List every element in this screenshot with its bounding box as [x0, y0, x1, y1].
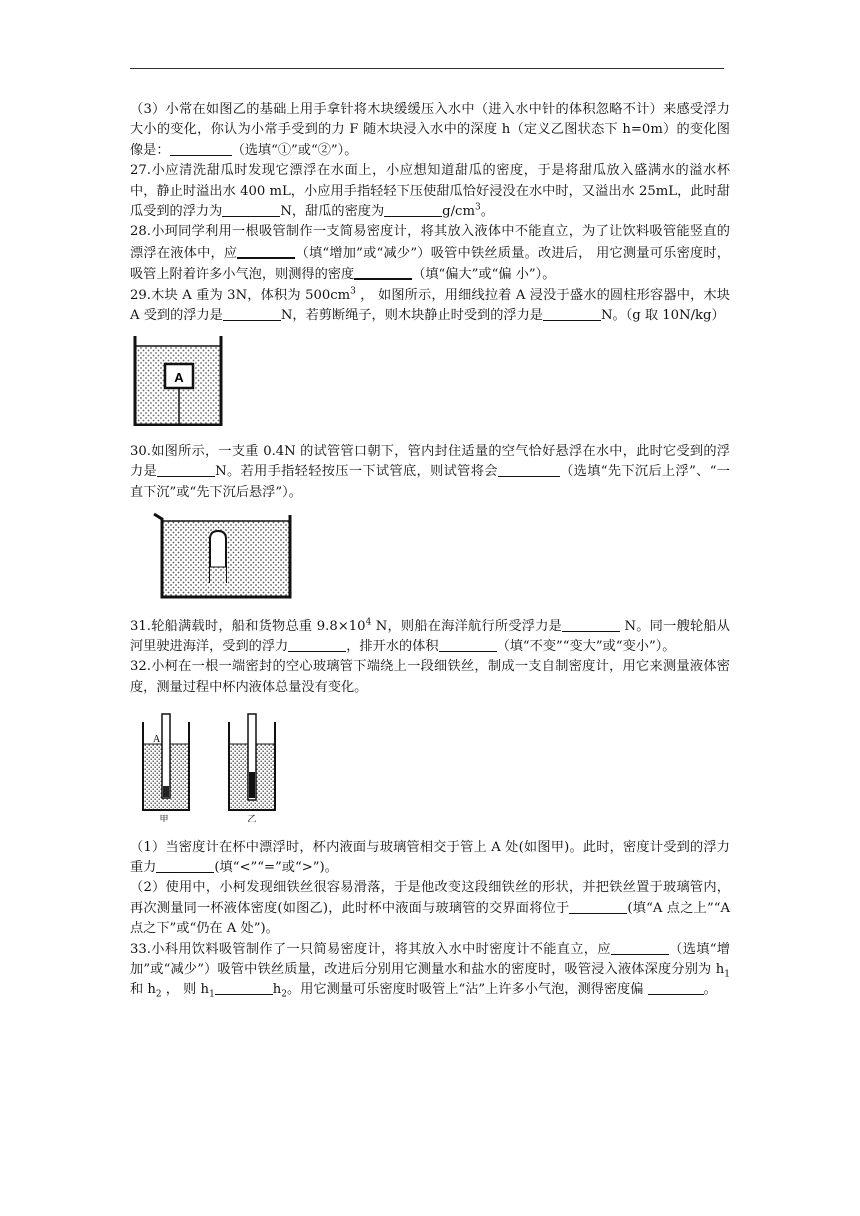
answer-blank[interactable]	[562, 617, 620, 632]
point-a-label: A	[153, 734, 161, 746]
question-30: 30.如图所示，一支重 0.4N 的试管管口朝下，管内封住适量的空气恰好悬浮在水中，此时它受到的浮力是 N。若用手指轻轻按压一下试管底，则试管将会 （选填“先下沉后上浮”、“一直下沉”或“先下沉后悬浮”）。	[130, 443, 730, 500]
figure-q32-hydrometers	[140, 712, 730, 829]
answer-blank[interactable]	[354, 264, 412, 280]
answer-blank[interactable]	[543, 306, 601, 321]
question-29: 29.木块 A 重为 3N，体积为 $500cm^3$ ， 如图所示，用细线拉着 A 浸没于盛水的圆柱形容器中，木块 A 受到的浮力是 N，若剪断绳子，则木块静止时受到的浮力是 N。（g 取 10N/kg）	[130, 286, 730, 324]
answer-blank[interactable]	[237, 243, 295, 259]
answer-blank[interactable]	[611, 940, 669, 955]
question-32-part-1: （1）当密度计在杯中漂浮时，杯内液面与玻璃管相交于管上 A 处(如图甲)。此时，密度计受到的浮力重力 (填“<”“=”或“>”)。	[130, 839, 730, 875]
answer-blank[interactable]	[569, 899, 627, 914]
question-33: 33.小科用饮料吸管制作了一只简易密度计，将其放入水中时密度计不能直立，应 （选填“增加”或“减少”）吸管中铁丝质量，改进后分别用它测量水和盐水的密度时，吸管浸入液体深度分别为 $h_1$ 和 $h_2$ ， 则 $h_1$ $h_2$。用它测量可乐密度时吸管上“沾”上许多小气泡，测得密度偏 。	[130, 941, 730, 1001]
answer-blank[interactable]	[384, 202, 442, 217]
answer-blank[interactable]	[439, 637, 497, 652]
beaker-test-tube-diagram	[152, 511, 302, 601]
question-26-part-3: （3）小常在如图乙的基础上用手拿针将木块缓缓压入水中（进入水中针的体积忽略不计）来感受浮力大小的变化，你认为小常手受到的力 F 随木块浸入水中的深度 h（定义乙图状态下 h=0m）的变化图像是： （选填“①”或“②”）。	[130, 102, 730, 158]
answer-blank[interactable]	[157, 462, 215, 477]
answer-blank[interactable]	[156, 858, 214, 873]
answer-blank[interactable]	[498, 462, 560, 477]
answer-blank[interactable]	[223, 306, 281, 321]
question-32-part-2: （2）使用中，小柯发现细铁丝很容易滑落，于是他改变这段细铁丝的形状，并把铁丝置于玻璃管内，再次测量同一杯液体密度(如图乙)，此时杯中液面与玻璃管的交界面将位于 (填“A 点之上”“A 点之下”或“仍在 A 处”)。	[130, 880, 731, 937]
question-32: 32.小柯在一根一端密封的空心玻璃管下端绕上一段细铁丝，制成一支自制密度计，用它来测量液体密度，测量过程中杯内液体总量没有变化。	[130, 659, 730, 695]
figure-caption-yi: 乙	[247, 815, 257, 823]
document-body	[130, 100, 730, 1001]
header-rule	[130, 68, 724, 69]
answer-blank[interactable]	[215, 980, 273, 995]
question-27: 27.小应清洗甜瓜时发现它漂浮在水面上，小应想知道甜瓜的密度，于是将甜瓜放入盛满水的溢水杯中，静止时溢出水 400 mL，小应用手指轻轻下压使甜瓜恰好浸没在水中时，又溢出水 25mL，此时甜瓜受到的浮力为 N，甜瓜的密度为 $g/cm^3$。	[130, 163, 730, 220]
answer-blank[interactable]	[648, 980, 704, 995]
answer-blank[interactable]	[288, 637, 346, 652]
answer-blank[interactable]	[222, 202, 280, 217]
figure-caption-jia: 甲	[159, 815, 169, 823]
question-31: 31.轮船满载时，船和货物总重 $9.8\times 10^4$ N，则船在海洋航行所受浮力是 N。同一艘轮船从河里驶进海洋，受到的浮力 ，排开水的体积 （填“不变”“变大”或“变小”）。	[130, 617, 730, 654]
figure-q29-container-with-block	[132, 334, 730, 433]
container-block-diagram	[132, 334, 224, 426]
block-label: A	[174, 370, 184, 386]
answer-blank[interactable]	[170, 141, 232, 156]
hydrometer-diagram	[140, 712, 290, 822]
question-28: 28.小珂同学利用一根吸管制作一支简易密度计，将其放入液体中不能直立，为了让饮料吸管能竖直的漂浮在液体中，应 （填“增加”或“减少”）吸管中铁丝质量。改进后， 用它测量可乐密度时，吸管上附着许多小气泡，则测得的密度 （填“偏大”或“偏 小”）。	[130, 224, 730, 283]
figure-q30-beaker-test-tube	[152, 511, 730, 608]
